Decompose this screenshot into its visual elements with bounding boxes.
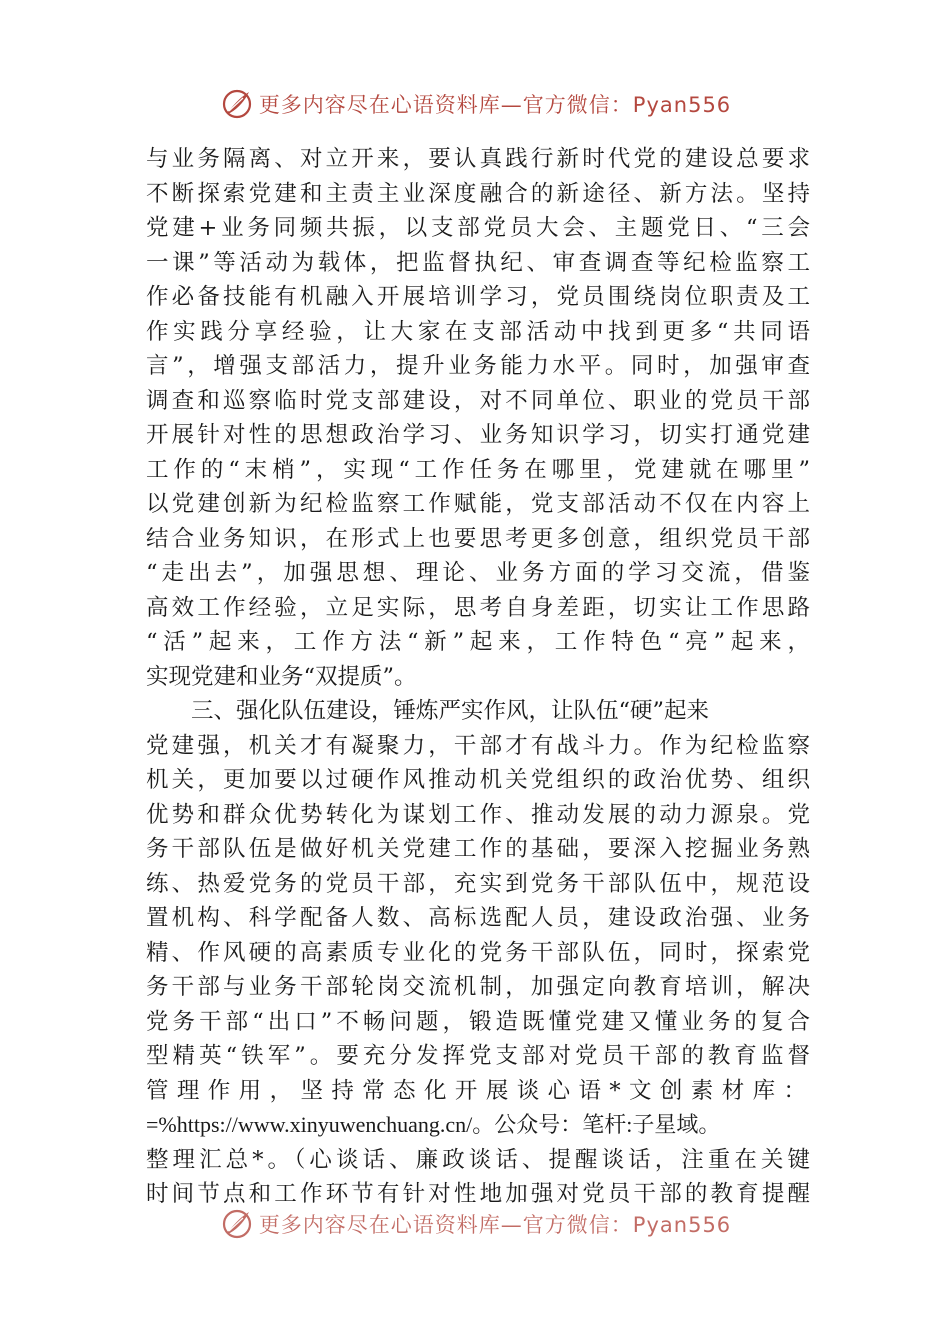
text-line: 结合业务知识，在形式上也要思考更多创意，组织党员干部 (146, 525, 810, 552)
text-line-url: =%https://www.xinyuwenchuang.cn/。公众号：笔杆:子星域。 (146, 1112, 721, 1137)
text-line: 置机构、科学配备人数、高标选配人员，建设政治强、业务 (146, 905, 810, 931)
text-line: 精、作风硬的高素质专业化的党务干部队伍，同时，探索党 (146, 939, 810, 966)
text-line: 作必备技能有机融入开展培训学习，党员围绕岗位职责及工 (146, 284, 810, 310)
document-body (146, 142, 810, 1212)
text-line: 高效工作经验，立足实际，思考自身差距，切实让工作思路 (146, 594, 810, 621)
header-watermark-banner (0, 86, 950, 122)
text-line: 务干部与业务干部轮岗交流机制，加强定向教育培训，解决 (146, 974, 810, 1000)
text-line: 一课”等活动为载体，把监督执纪、审查调查等纪检监察工 (146, 249, 810, 276)
text-line: 不断探索党建和主责主业深度融合的新途径、新方法。坚持 (146, 180, 810, 207)
text-line: 党务干部“出口”不畅问题，锻造既懂党建又懂业务的复合 (146, 1008, 810, 1035)
text-line: 开展针对性的思想政治学习、业务知识学习，切实打通党建 (146, 422, 810, 448)
header-banner-text: 更多内容尽在心语资料库—官方微信：Pyan556 (258, 93, 732, 117)
text-line: 以党建创新为纪检监察工作赋能，党支部活动不仅在内容上 (146, 491, 810, 517)
feather-logo-icon (219, 86, 255, 122)
text-line: 务干部队伍是做好机关党建工作的基础，要深入挖掘业务熟 (146, 836, 810, 862)
text-line: 整理汇总*。（心谈话、廉政谈话、提醒谈话，注重在关键 (146, 1146, 810, 1173)
text-line: 优势和群众优势转化为谋划工作、推动发展的动力源泉。党 (146, 801, 810, 828)
text-line: “活”起来，工作方法“新”起来，工作特色“亮”起来， (146, 629, 810, 655)
text-line: 党建+业务同频共振，以支部党员大会、主题党日、“三会 (146, 215, 810, 241)
text-line: 型精英“铁军”。要充分发挥党支部对党员干部的教育监督 (146, 1043, 810, 1069)
footer-banner-text: 更多内容尽在心语资料库—官方微信：Pyan556 (258, 1213, 732, 1237)
text-line: “走出去”，加强思想、理论、业务方面的学习交流，借鉴 (146, 560, 810, 586)
text-line: 工作的“末梢”，实现“工作任务在哪里，党建就在哪里” (146, 456, 810, 483)
text-line: 练、热爱党务的党员干部，充实到党务干部队伍中，规范设 (146, 870, 810, 897)
feather-logo-icon (219, 1206, 255, 1242)
section-heading: 三、强化队伍建设，锤炼严实作风，让队伍“硬”起来 (191, 698, 710, 724)
text-line: 时间节点和工作环节有针对性地加强对党员干部的教育提醒 (146, 1181, 810, 1207)
text-line: 机关，更加要以过硬作风推动机关党组织的政治优势、组织 (146, 767, 810, 793)
text-line: 调查和巡察临时党支部建设，对不同单位、职业的党员干部 (146, 387, 810, 414)
text-line: 言”，增强支部活力，提升业务能力水平。同时，加强审查 (146, 353, 810, 379)
footer-watermark-banner (0, 1206, 950, 1242)
text-line: 党建强，机关才有凝聚力，干部才有战斗力。作为纪检监察 (146, 732, 810, 759)
text-line: 管理作用，坚持常态化开展谈心语*文创素材库： (146, 1077, 810, 1104)
text-line: 与业务隔离、对立开来，要认真践行新时代党的建设总要求 (146, 146, 810, 172)
text-line: 实现党建和业务“双提质”。 (146, 663, 417, 690)
text-line: 作实践分享经验，让大家在支部活动中找到更多“共同语 (146, 318, 810, 345)
